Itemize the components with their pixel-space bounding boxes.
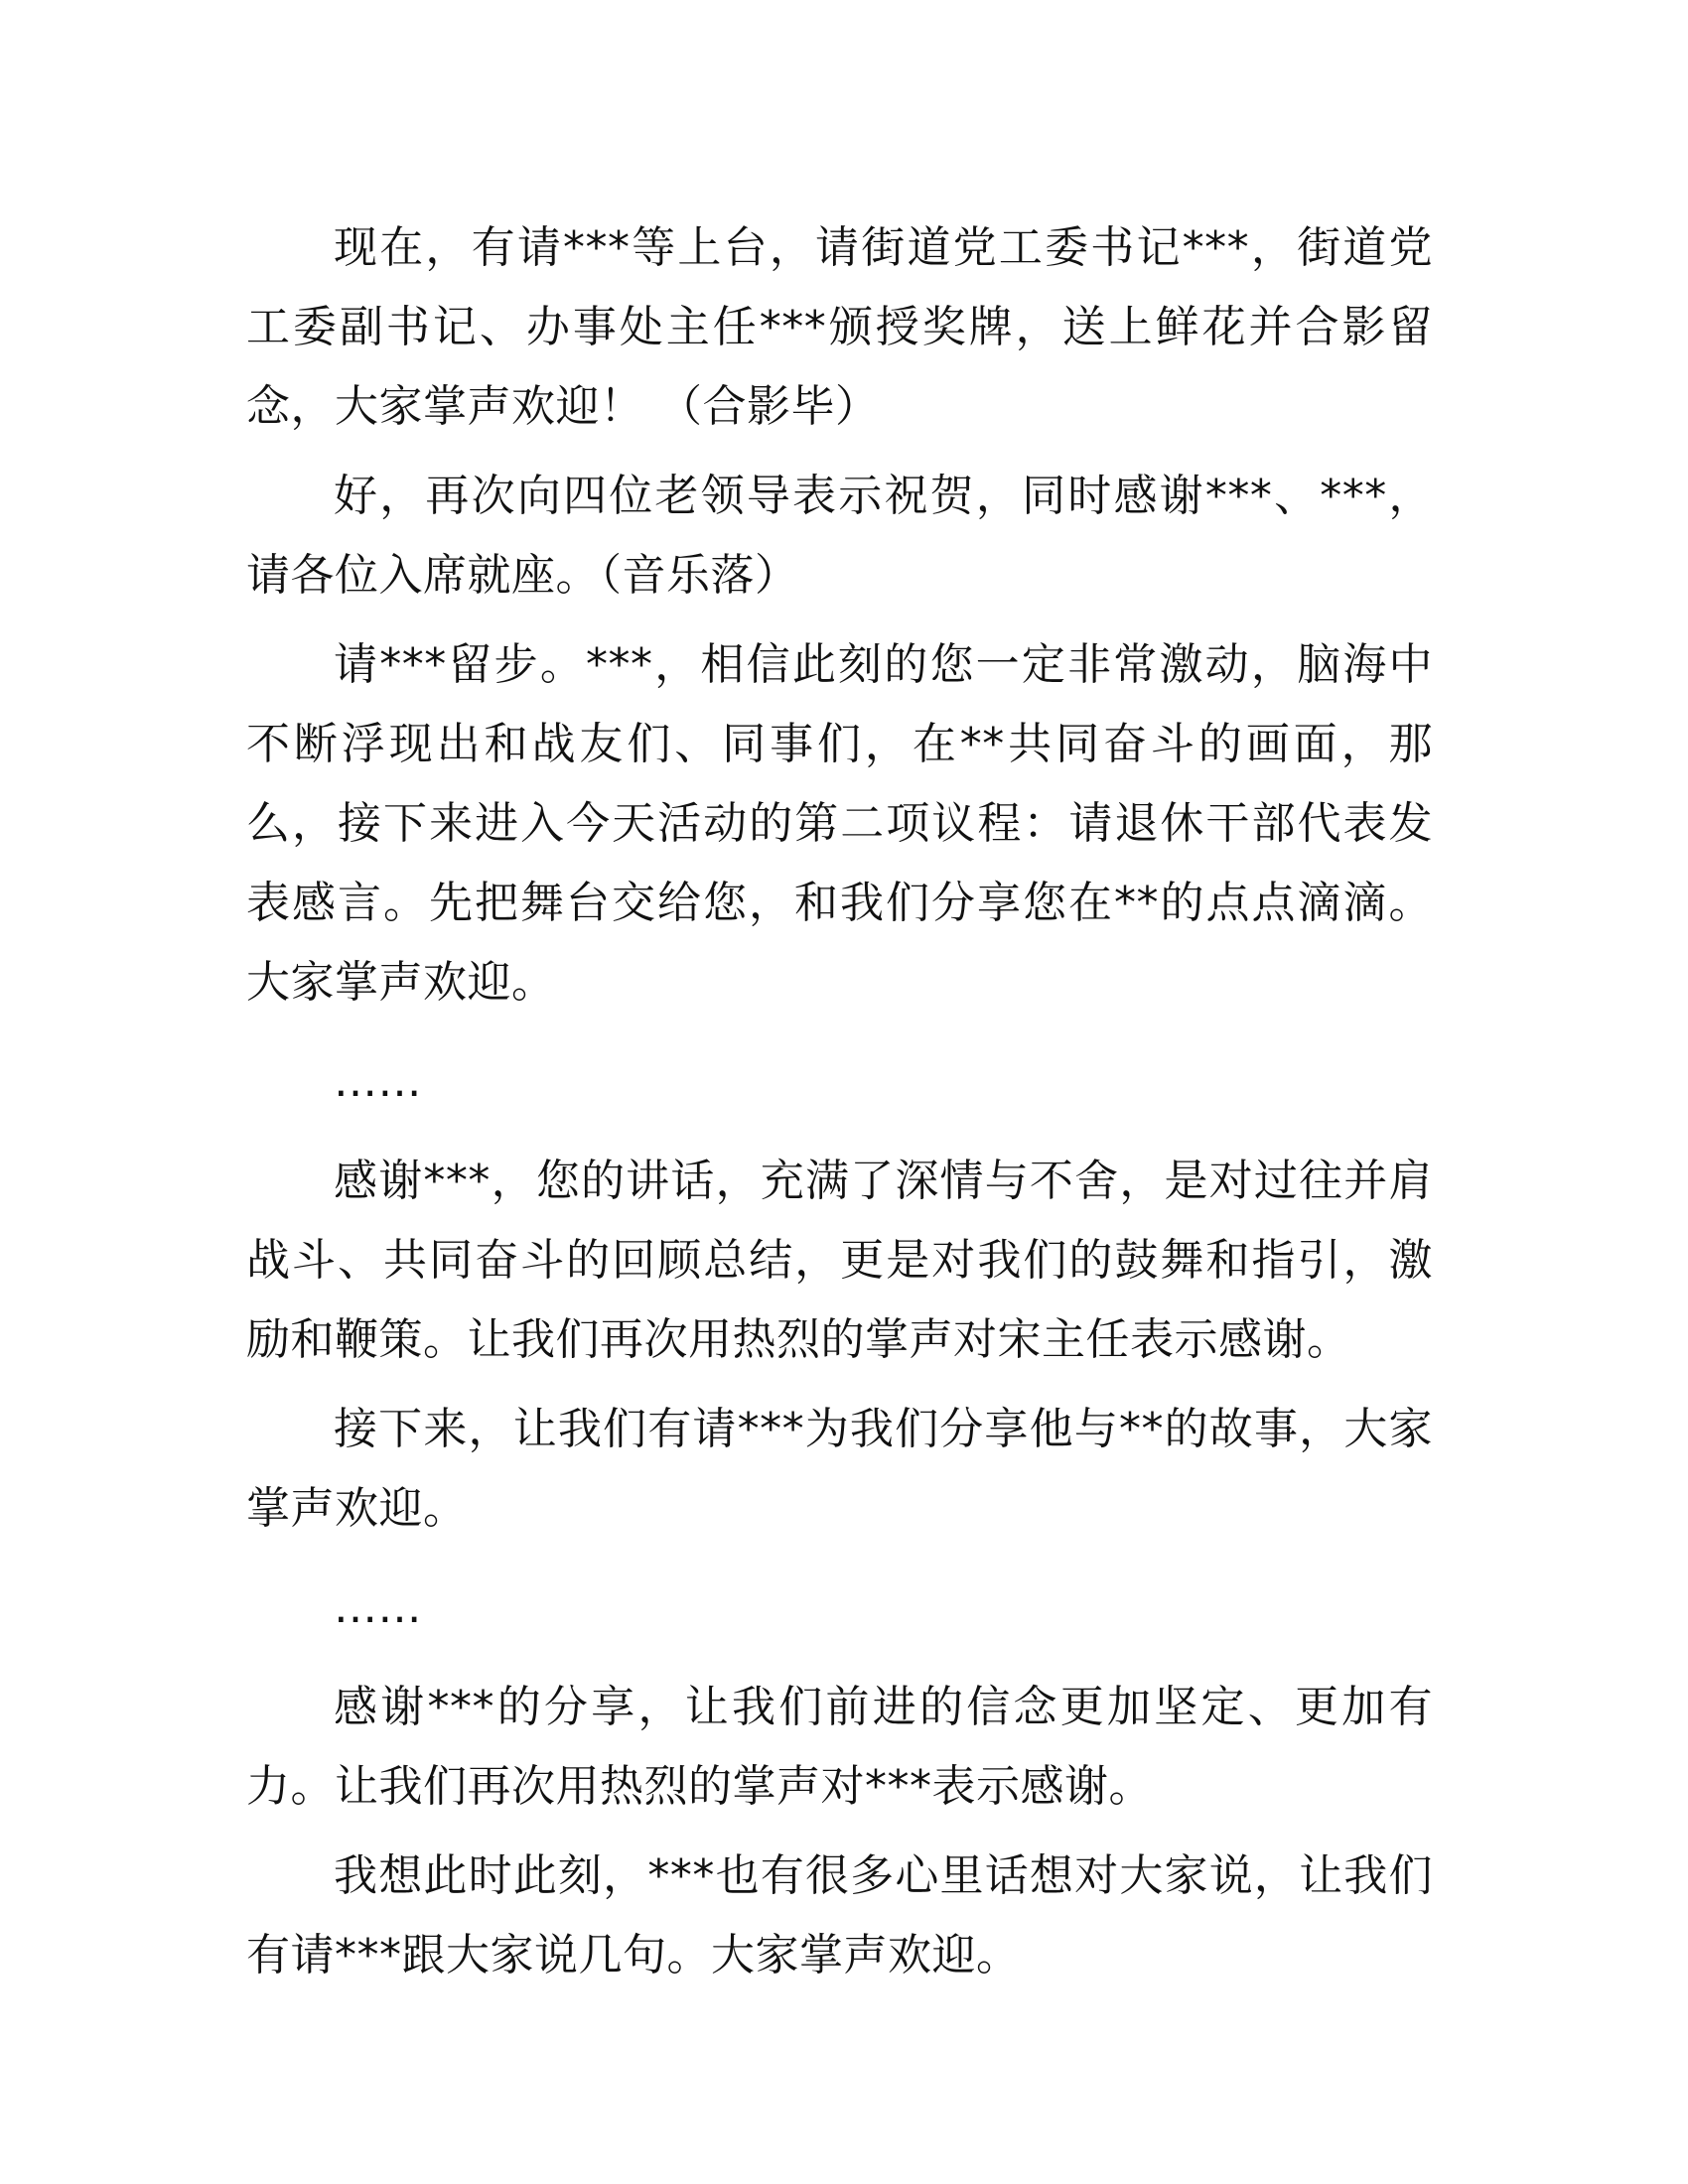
paragraph-5: 接下来，让我们有请***为我们分享他与**的故事，大家掌声欢迎。	[246, 1404, 1433, 1534]
paragraph-7: 我想此时此刻，***也有很多心里话想对大家说，让我们有请***跟大家说几句。大家掌声欢迎。	[246, 1850, 1433, 1980]
document-body	[246, 208, 1433, 2005]
paragraph-2: 好，再次向四位老领导表示祝贺，同时感谢***、***，请各位入席就座。（音乐落）	[246, 471, 1433, 601]
paragraph-6: 感谢***的分享，让我们前进的信念更加坚定、更加有力。让我们再次用热烈的掌声对***表示感谢。	[246, 1682, 1433, 1812]
ellipsis-1: ……	[334, 1056, 422, 1107]
paragraph-4: 感谢***，您的讲话，充满了深情与不舍，是对过往并肩战斗、共同奋斗的回顾总结，更是对我们的鼓舞和指引，激励和鞭策。让我们再次用热烈的掌声对宋主任表示感谢。	[246, 1156, 1433, 1365]
ellipsis-2: ……	[334, 1582, 422, 1633]
paragraph-3: 请***留步。***，相信此刻的您一定非常激动，脑海中不断浮现出和战友们、同事们，在**共同奋斗的画面，那么，接下来进入今天活动的第二项议程：请退休干部代表发表感言。先把舞台交给您，和我们分享您在**的点点滴滴。大家掌声欢迎。	[246, 639, 1433, 1008]
paragraph-1: 现在，有请***等上台，请街道党工委书记***，街道党工委副书记、办事处主任***颁授奖牌，送上鲜花并合影留念，大家掌声欢迎！ （合影毕）	[246, 222, 1433, 432]
